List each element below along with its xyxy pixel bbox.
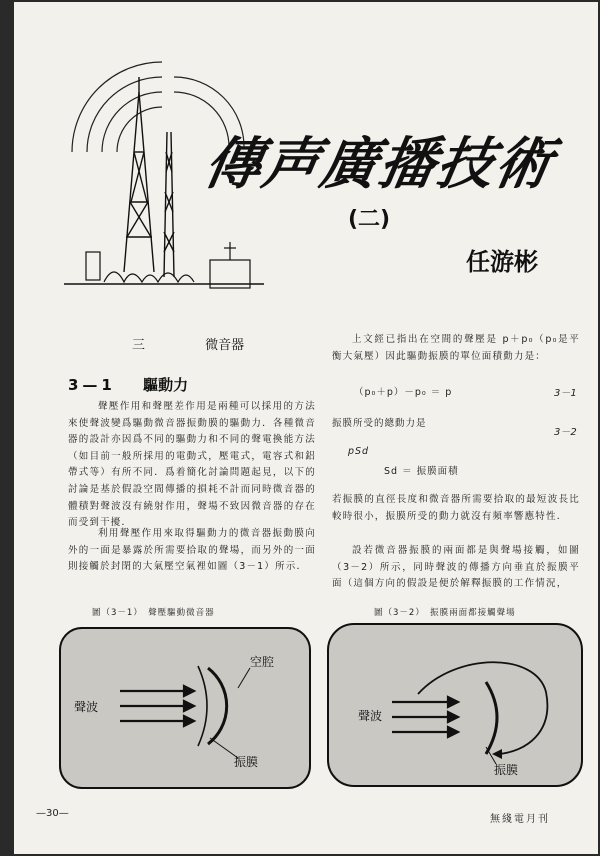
figure-2-sound-wave-label: 聲波: [358, 709, 383, 723]
right-paragraph-1: 上文經已指出在空間的聲壓是 p＋p₀（p₀是平衡大氣壓）因此驅動振膜的單位面積動力是：: [332, 334, 580, 362]
figure-2-diaphragm-label: 振膜: [494, 763, 519, 777]
article-title: 傳声廣播技術: [199, 132, 559, 197]
subsection-heading: [68, 374, 188, 395]
right-paragraph-2: 若振膜的直徑長度和微音器所需要拾取的最短波長比較時很小，振膜所受的動力就沒有頻率響應特性．: [332, 494, 580, 522]
equation-2-note: Sd ＝ 振膜面積: [384, 466, 459, 477]
figure-1-diaphragm-label: 振膜: [234, 755, 259, 769]
figure-1-air-cavity-label: 空腔: [250, 655, 275, 669]
subsection-title: 驅動力: [143, 376, 189, 394]
page: [14, 2, 598, 854]
article-author: 任游彬: [466, 248, 538, 276]
building-illustration: [204, 232, 264, 292]
left-paragraph-1: 聲壓作用和聲壓差作用是兩種可以採用的方法來使聲波變爲驅動微音器振動膜的驅動力．各種微音器的設計亦因爲不同的驅動力和不同的聲電換能方法（如目前一般所採用的電動式，壓電式，電容式和鋁帶式等）有所不同．爲着簡化討論問題起見，以下的討論是基於假設空間傳播的損耗不計而同時微音器的體積對聲波沒有繞射作用，聲場不致因微音器的存在而受到干擾．: [68, 401, 316, 529]
article-subtitle: (二): [348, 207, 391, 232]
figure-1-pressure-microphone: [58, 626, 312, 790]
subsection-number: 3—1: [68, 376, 116, 394]
equation-2: pSd: [348, 446, 370, 457]
section-heading: [132, 334, 270, 353]
equation-1: （p₀＋p）－p₀ ＝ p: [354, 387, 453, 398]
figure-1-sound-wave-label: 聲波: [74, 700, 99, 714]
equation-1-number: 3－1: [554, 388, 577, 399]
page-number: —30—: [36, 808, 69, 819]
force-label: 振膜所受的總動力是: [332, 418, 427, 429]
right-paragraph-3: 設若微音器振膜的兩面都是與聲場接觸，如圖（3－2）所示，同時聲波的傳播方向垂直於振膜平面（這個方向的假設是便於解釋振膜的工作情況，: [332, 545, 580, 590]
section-title: 微音器: [205, 338, 245, 353]
section-number: 三: [132, 338, 146, 353]
equation-2-number: 3－2: [554, 427, 577, 438]
figure-2-caption: 圖（3－2） 振膜兩面都接觸聲場: [374, 608, 516, 618]
journal-name: 無綫電月刊: [490, 814, 550, 825]
figure-2-pressure-gradient-microphone: [326, 622, 586, 790]
left-paragraph-2: 利用聲壓作用來取得驅動力的微音器振動膜向外的一面是暴露於所需要拾取的聲場，而另外的一面則接觸於封閉的大氣壓空氣裡如圖（3－1）所示．: [68, 528, 316, 573]
figure-1-caption: 圖（3－1） 聲壓驅動微音器: [92, 608, 215, 618]
